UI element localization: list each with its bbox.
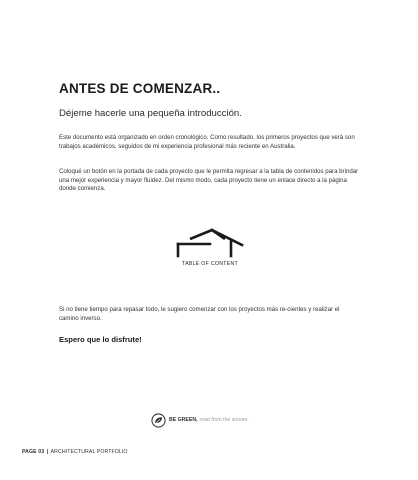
intro-subtitle: Déjeme hacerle una pequeña introducción. — [59, 108, 242, 119]
footer-separator: | — [46, 449, 49, 455]
paragraph-suggestion: Si no tiene tiempo para repasar todo, le sugiero comenzar con los proyectos más re-cientes y realizar el camino inverso. — [59, 306, 340, 322]
leaf-recycle-icon — [151, 413, 166, 428]
table-of-content-label: TABLE OF CONTENT — [181, 261, 238, 267]
paragraph-organization: Este documento está organizado en orden cronológico. Como resultado, los primeros proyectos que verá son trabajos académicos, seguidos de mi experiencia profesional más reciente en Australia. — [59, 134, 355, 150]
be-green-bold-text: BE GREEN, — [169, 417, 198, 423]
page-number: PAGE 03 — [22, 449, 45, 455]
closing-line: Espero que lo disfrute! — [59, 335, 142, 344]
page-footer — [22, 449, 128, 455]
be-green-rest-text: read from the screen. — [199, 417, 249, 423]
house-roof-icon — [176, 227, 244, 259]
paragraph-navigation: Coloqué un botón en la portada de cada proyecto que le permita regresar a la tabla de contenidos para brindar una mejor experiencia y mayor fluidez. Del mismo modo, cada proyecto tiene un enlace directo a la página donde comienza. — [59, 168, 359, 192]
page-heading: ANTES DE COMENZAR.. — [59, 81, 221, 96]
footer-section-title: ARCHITECTURAL PORTFOLIO — [50, 449, 128, 455]
be-green-note — [151, 412, 249, 428]
table-of-content-button[interactable] — [170, 227, 250, 271]
